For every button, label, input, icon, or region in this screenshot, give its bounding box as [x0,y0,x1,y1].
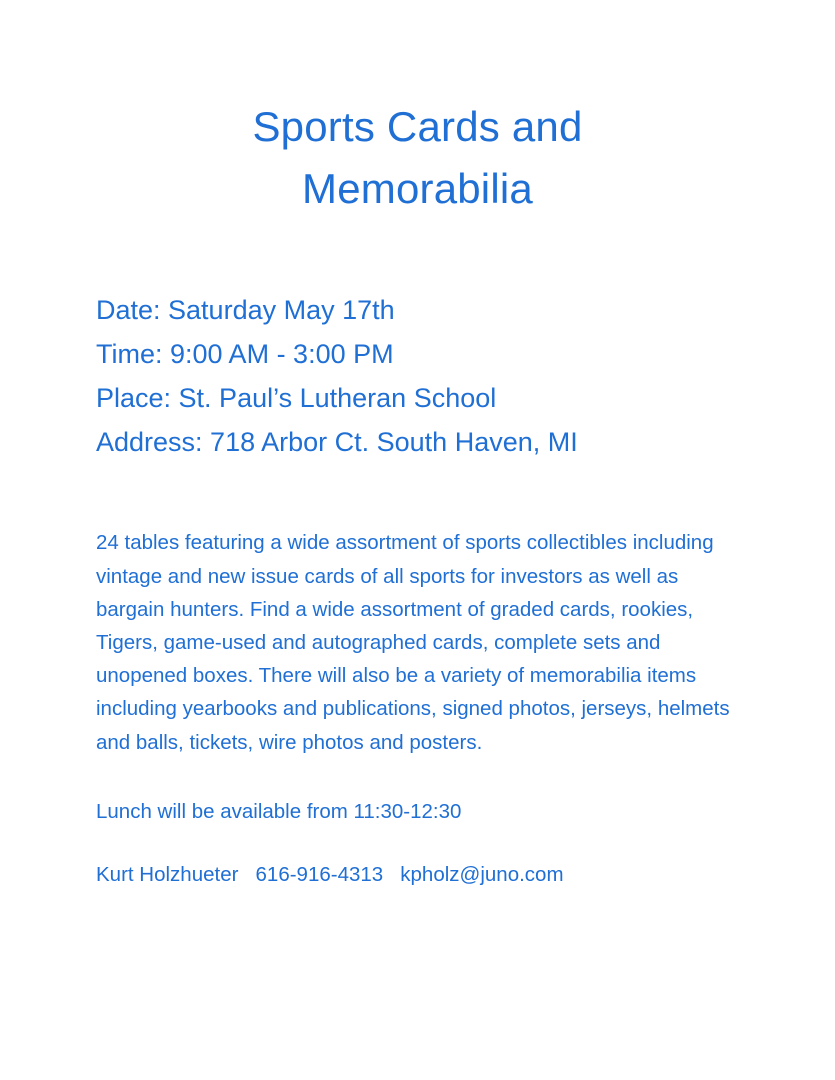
event-detail-date: Date: Saturday May 17th [96,295,395,326]
event-detail-time: Time: 9:00 AM - 3:00 PM [96,339,394,370]
event-description-text: 24 tables featuring a wide assortment of sports collectibles including vintage and new issue cards of all sports for investors as well as bargain hunters. Find a wide assortment of graded cards, rookies, Tigers, game-used and autographed cards, complete sets and unopened boxes. There will also be a variety of memorabilia items including yearbooks and publications, signed photos, jerseys, helmets and balls, tickets, wire photos and posters. [96,531,730,754]
event-detail-address: Address: 718 Arbor Ct. South Haven, MI [96,427,578,458]
page-title-line-1: Sports Cards and [252,103,583,150]
event-detail-place: Place: St. Paul’s Lutheran School [96,383,497,414]
contact-line: Kurt Holzhueter 616-916-4313 kpholz@juno.com [96,862,564,886]
page-title [96,0,739,220]
event-description [96,526,739,758]
page-title-line-2: Memorabilia [302,165,533,213]
event-details [96,288,739,464]
lunch-note: Lunch will be available from 11:30-12:30 [96,799,462,823]
